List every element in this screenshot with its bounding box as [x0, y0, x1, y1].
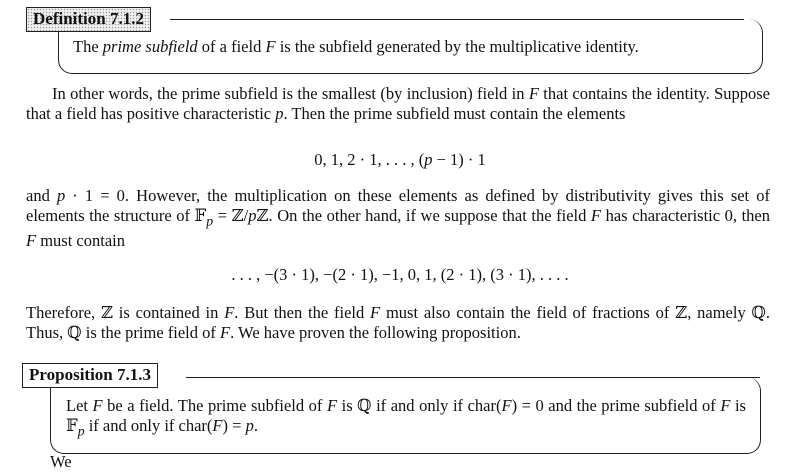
equation-elements-characteristic-zero: . . . , −(3 · 1), −(2 · 1), −1, 0, 1, (2 · 1), (3 · 1), . . . . [231, 265, 569, 284]
equation-elements-positive-characteristic: 0, 1, 2 · 1, . . . , (p − 1) · 1 [314, 150, 486, 169]
cutoff-text: We [50, 452, 72, 471]
proposition-label: Proposition 7.1.3 [22, 363, 158, 388]
paragraph-3: Therefore, ℤ is contained in F. But then the field F must also contain the field of fractions of ℤ, namely ℚ. Thus, ℚ is the prime field of F. We have proven the following proposition. [26, 303, 770, 342]
definition-body: The prime subfield of a field F is the subfield generated by the multiplicative identity. [73, 37, 639, 56]
paragraph-1: In other words, the prime subfield is the smallest (by inclusion) field in F that contains the identity. Suppose that a field has positive characteristic p. Then the prime subfield must contain the elements [26, 84, 770, 123]
proposition-body: Let F be a field. The prime subfield of F is ℚ if and only if char(F) = 0 and the prime subfield of F is 𝔽$_p$ if and only if char(F) = p. [66, 396, 746, 439]
paragraph-2: and p · 1 = 0. However, the multiplication on these elements as defined by distributivity gives this set of elements the structure of 𝔽$_p$ = ℤ/pℤ. On the other hand, if we suppose that the field F has characteristic 0, then F must contain [26, 186, 770, 251]
definition-label: Definition 7.1.2 [26, 7, 151, 32]
